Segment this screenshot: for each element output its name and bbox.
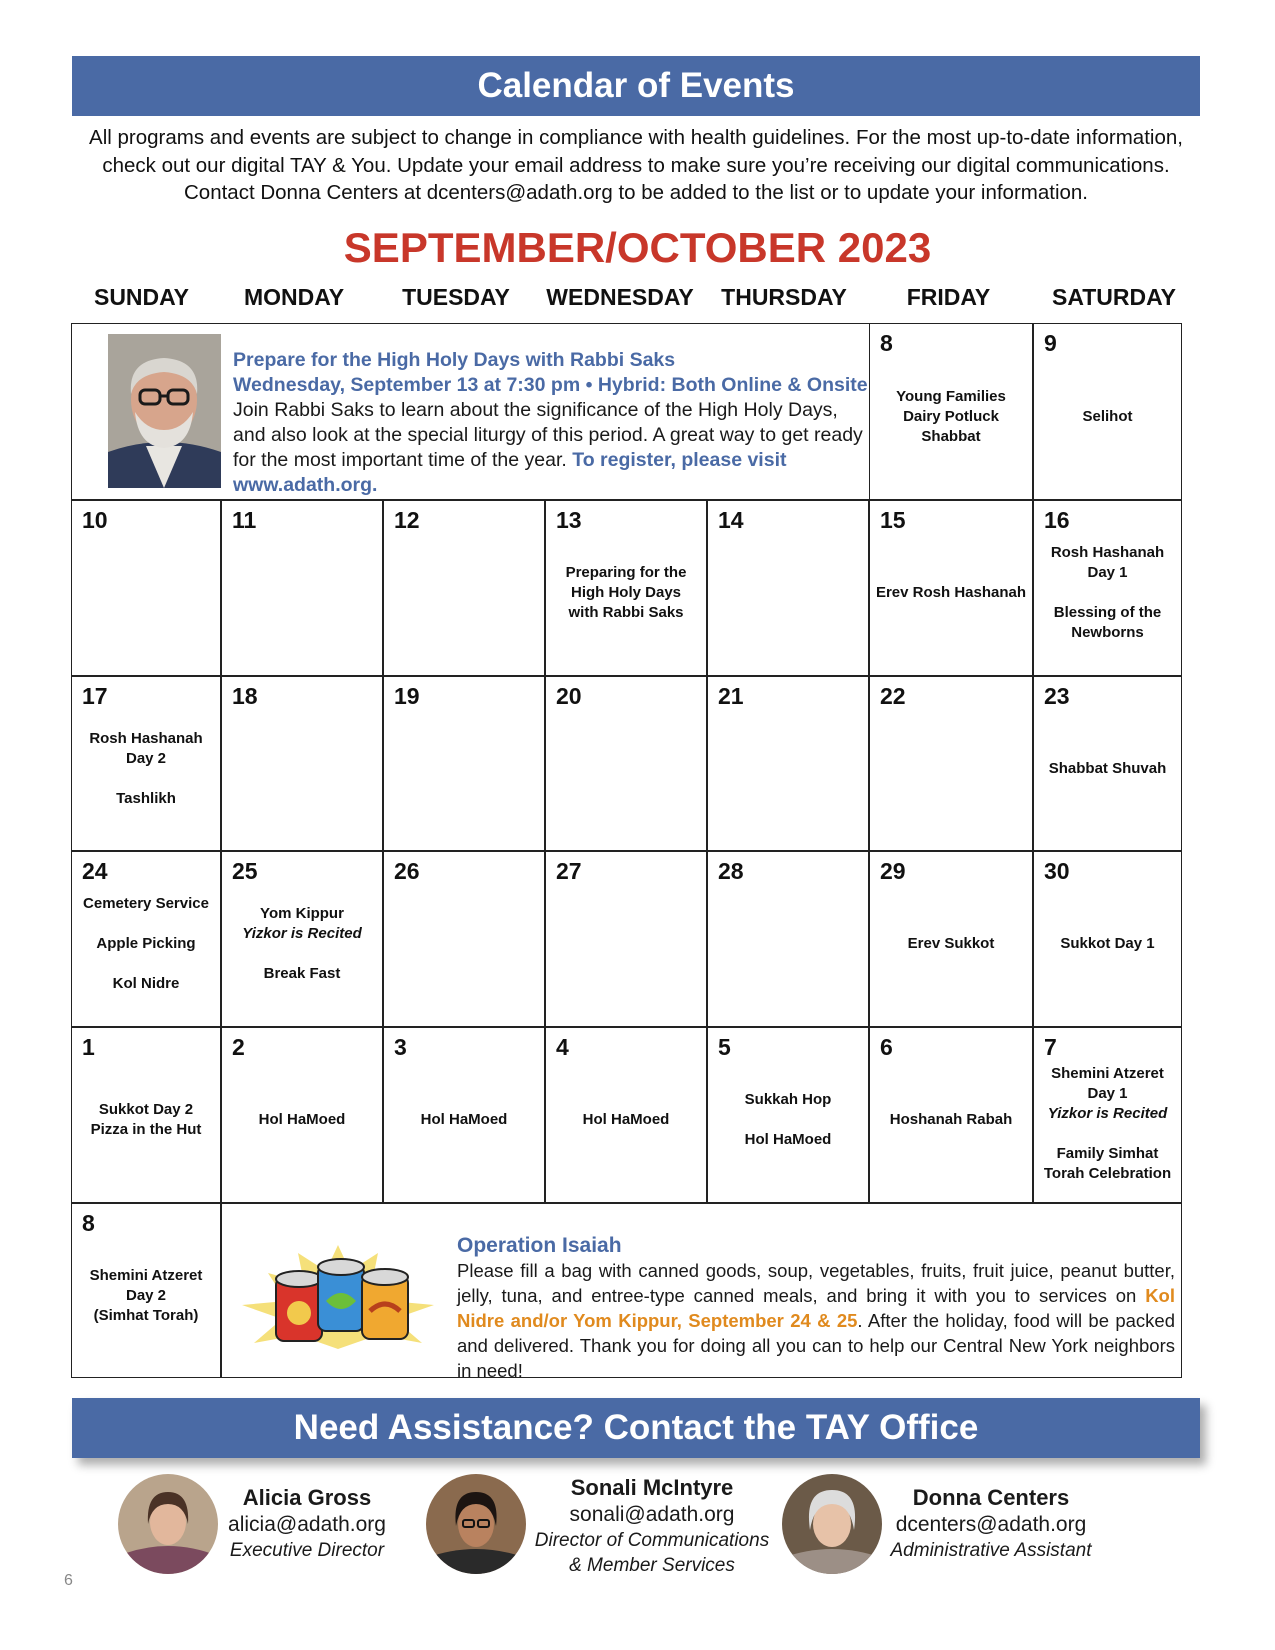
- calendar-day-cell: [869, 500, 1033, 676]
- intro-line: check out our digital TAY & You. Update your email address to make sure you’re receiving our digital communications.: [102, 153, 1170, 177]
- calendar-day-cell: [383, 676, 545, 851]
- event-label: Shabbat Shuvah: [1048, 760, 1167, 777]
- event-label: Young Families: [896, 388, 1006, 405]
- day-number: 28: [718, 858, 744, 884]
- event-label: with Rabbi Saks: [568, 604, 684, 621]
- assistance-banner: [72, 1398, 1200, 1458]
- event-label: Day 1: [1087, 564, 1128, 581]
- event-label: Hol HaMoed: [420, 1111, 508, 1128]
- event-label: Blessing of the: [1053, 604, 1162, 621]
- calendar-day-cell: [869, 1027, 1033, 1203]
- calendar-day-cell: [383, 1027, 545, 1203]
- weekday-friday: FRIDAY: [906, 284, 991, 310]
- event-label: Hol HaMoed: [258, 1111, 346, 1128]
- day-number: 30: [1044, 858, 1070, 884]
- day-number: 29: [880, 858, 906, 884]
- calendar-day-cell: [1033, 851, 1182, 1027]
- event-label: Selihot: [1082, 408, 1133, 425]
- calendar-day-cell: [221, 851, 383, 1027]
- calendar-day-cell: [221, 676, 383, 851]
- event-label: Hoshanah Rabah: [889, 1111, 1013, 1128]
- operation-isaiah-title: Operation Isaiah: [457, 1234, 622, 1257]
- calendar-day-cell: [71, 500, 221, 676]
- calendar-day-cell: [1033, 1027, 1182, 1203]
- canned-goods-illustration: [238, 1243, 438, 1351]
- day-number: 15: [880, 507, 906, 533]
- calendar-day-cell: [545, 676, 707, 851]
- event-label: Torah Celebration: [1043, 1165, 1172, 1182]
- feature-register-link[interactable]: To register, please visit www.adath.org.: [233, 449, 787, 496]
- donna-centers-avatar: [782, 1474, 882, 1574]
- day-number: 8: [82, 1210, 95, 1236]
- event-label: Dairy Potluck: [903, 408, 999, 425]
- event-label: Yizkor is Recited: [1047, 1105, 1168, 1122]
- calendar-day-cell: [707, 500, 869, 676]
- calendar-day-cell: [71, 851, 221, 1027]
- event-label: Break Fast: [263, 965, 341, 982]
- day-number: 21: [718, 683, 744, 709]
- contact-name: Alicia Gross: [242, 1485, 372, 1510]
- weekday-saturday: SATURDAY: [1052, 284, 1176, 310]
- calendar-day-cell: [71, 676, 221, 851]
- contact-name: Sonali McIntyre: [570, 1475, 734, 1500]
- contact-sonali-mcintyre: [532, 1474, 772, 1578]
- event-label: Hol HaMoed: [582, 1111, 670, 1128]
- calendar-day-cell: [1033, 676, 1182, 851]
- day-number: 12: [394, 507, 420, 533]
- day-number: 16: [1044, 507, 1070, 533]
- calendar-day-cell: [383, 851, 545, 1027]
- event-label: Yizkor is Recited: [242, 925, 362, 942]
- calendar-day-cell: [869, 323, 1033, 500]
- calendar-day-cell: [71, 1027, 221, 1203]
- day-number: 24: [82, 858, 108, 884]
- event-label: Erev Rosh Hashanah: [875, 584, 1027, 601]
- calendar-day-cell: [869, 851, 1033, 1027]
- day-number: 3: [394, 1034, 407, 1060]
- event-label: Shemini Atzeret: [89, 1267, 203, 1284]
- calendar-day-cell: [707, 851, 869, 1027]
- day-number: 10: [82, 507, 108, 533]
- day-number: 22: [880, 683, 906, 709]
- calendar-day-cell: [545, 1027, 707, 1203]
- intro-line: All programs and events are subject to change in compliance with health guidelines. For the most up-to-date information,: [89, 126, 1183, 149]
- calendar-day-cell: [221, 500, 383, 676]
- event-label: Preparing for the: [565, 564, 687, 581]
- event-label: Shabbat: [921, 428, 981, 445]
- day-number: 27: [556, 858, 582, 884]
- feature-title: Prepare for the High Holy Days with Rabbi Saks: [233, 349, 676, 371]
- day-number: 4: [556, 1034, 569, 1060]
- event-label: Day 2: [125, 1287, 167, 1304]
- event-label: Sukkot Day 2: [98, 1101, 194, 1118]
- page-number: 6: [64, 1572, 73, 1589]
- day-number: 14: [718, 507, 744, 533]
- contact-email[interactable]: sonali@adath.org: [569, 1503, 735, 1526]
- day-number: 19: [394, 683, 420, 709]
- event-label: Tashlikh: [116, 790, 176, 807]
- calendar-day-cell: [707, 1027, 869, 1203]
- contact-role: Executive Director: [229, 1540, 385, 1561]
- contact-email[interactable]: alicia@adath.org: [228, 1513, 386, 1536]
- contact-alicia-gross: [222, 1484, 392, 1563]
- event-label: Shemini Atzeret: [1051, 1065, 1164, 1082]
- event-label: High Holy Days: [570, 584, 682, 601]
- operation-isaiah-text-end: . After the holiday, food will be packed and delivered. Thank you for doing all you can to help our Central New York neighbors in need!: [457, 1310, 1175, 1381]
- day-number: 23: [1044, 683, 1070, 709]
- weekday-monday: MONDAY: [243, 284, 345, 310]
- calendar-day-cell: [1033, 323, 1182, 500]
- calendar-day-cell: [71, 1203, 221, 1378]
- day-number: 26: [394, 858, 420, 884]
- event-label: Sukkot Day 1: [1060, 935, 1155, 952]
- weekday-thursday: THURSDAY: [721, 284, 847, 310]
- day-number: 7: [1044, 1034, 1057, 1060]
- month-title: SEPTEMBER/OCTOBER 2023: [343, 224, 932, 271]
- event-label: Newborns: [1071, 624, 1144, 641]
- day-number: 6: [880, 1034, 893, 1060]
- calendar-title: Calendar of Events: [477, 66, 795, 105]
- calendar-day-cell: [545, 500, 707, 676]
- day-number: 13: [556, 507, 582, 533]
- calendar-day-cell: [707, 676, 869, 851]
- intro-line: Contact Donna Centers at dcenters@adath.org to be added to the list or to update your information.: [184, 181, 1088, 204]
- calendar-day-cell: [1033, 500, 1182, 676]
- event-label: Cemetery Service: [83, 895, 209, 912]
- day-number: 25: [232, 858, 258, 884]
- day-number: 18: [232, 683, 258, 709]
- event-label: Rosh Hashanah: [1050, 544, 1165, 561]
- contact-role: Director of Communications & Member Services: [534, 1530, 770, 1576]
- event-label: Family Simhat: [1056, 1145, 1159, 1162]
- event-label: Apple Picking: [96, 935, 196, 952]
- feature-body: Join Rabbi Saks to learn about the significance of the High Holy Days, and also look at the special liturgy of this period. A great way to get ready for the most important time of the year.: [233, 399, 863, 471]
- event-label: Day 2: [125, 750, 167, 767]
- feature-when: Wednesday, September 13 at 7:30 pm • Hybrid: Both Online & Onsite: [233, 374, 868, 396]
- calendar-day-cell: [869, 676, 1033, 851]
- event-label: Rosh Hashanah: [89, 730, 203, 747]
- calendar-day-cell: [221, 1027, 383, 1203]
- event-label: Day 1: [1087, 1085, 1128, 1102]
- day-number: 9: [1044, 330, 1057, 356]
- event-label: Hol HaMoed: [744, 1131, 832, 1148]
- assistance-title: Need Assistance? Contact the TAY Office: [293, 1408, 979, 1447]
- sonali-mcintyre-avatar: [426, 1474, 526, 1574]
- operation-isaiah: [457, 1233, 1175, 1383]
- event-label: Yom Kippur: [260, 905, 344, 922]
- rabbi-saks-photo: [108, 334, 221, 488]
- contact-name: Donna Centers: [912, 1485, 1070, 1510]
- day-number: 11: [232, 507, 257, 533]
- day-number: 20: [556, 683, 582, 709]
- operation-isaiah-text: Please fill a bag with canned goods, soup, vegetables, fruits, fruit juice, peanut butter, jelly, tuna, and entree-type canned meals, and bring it with you to services on: [457, 1260, 1175, 1306]
- event-label: Erev Sukkot: [907, 935, 995, 952]
- day-number: 17: [82, 683, 108, 709]
- day-number: 5: [718, 1034, 731, 1060]
- weekday-wednesday: WEDNESDAY: [546, 284, 694, 310]
- day-number: 1: [82, 1034, 95, 1060]
- calendar-day-cell: [545, 851, 707, 1027]
- event-label: (Simhat Torah): [93, 1307, 199, 1324]
- day-number: 2: [232, 1034, 245, 1060]
- day-number: 8: [880, 330, 893, 356]
- contact-email[interactable]: dcenters@adath.org: [895, 1513, 1087, 1536]
- weekday-sunday: SUNDAY: [93, 284, 189, 310]
- event-label: Kol Nidre: [112, 975, 180, 992]
- event-label: Pizza in the Hut: [90, 1121, 202, 1138]
- alicia-gross-avatar: [118, 1474, 218, 1574]
- feature-event: [233, 348, 873, 498]
- contact-donna-centers: [886, 1484, 1096, 1563]
- event-label: Sukkah Hop: [744, 1091, 832, 1108]
- contact-role: Administrative Assistant: [890, 1540, 1092, 1561]
- operation-isaiah-highlight: Kol Nidre and/or Yom Kippur, September 24 & 25: [457, 1285, 1175, 1331]
- weekday-tuesday: TUESDAY: [402, 284, 510, 310]
- calendar-day-cell: [383, 500, 545, 676]
